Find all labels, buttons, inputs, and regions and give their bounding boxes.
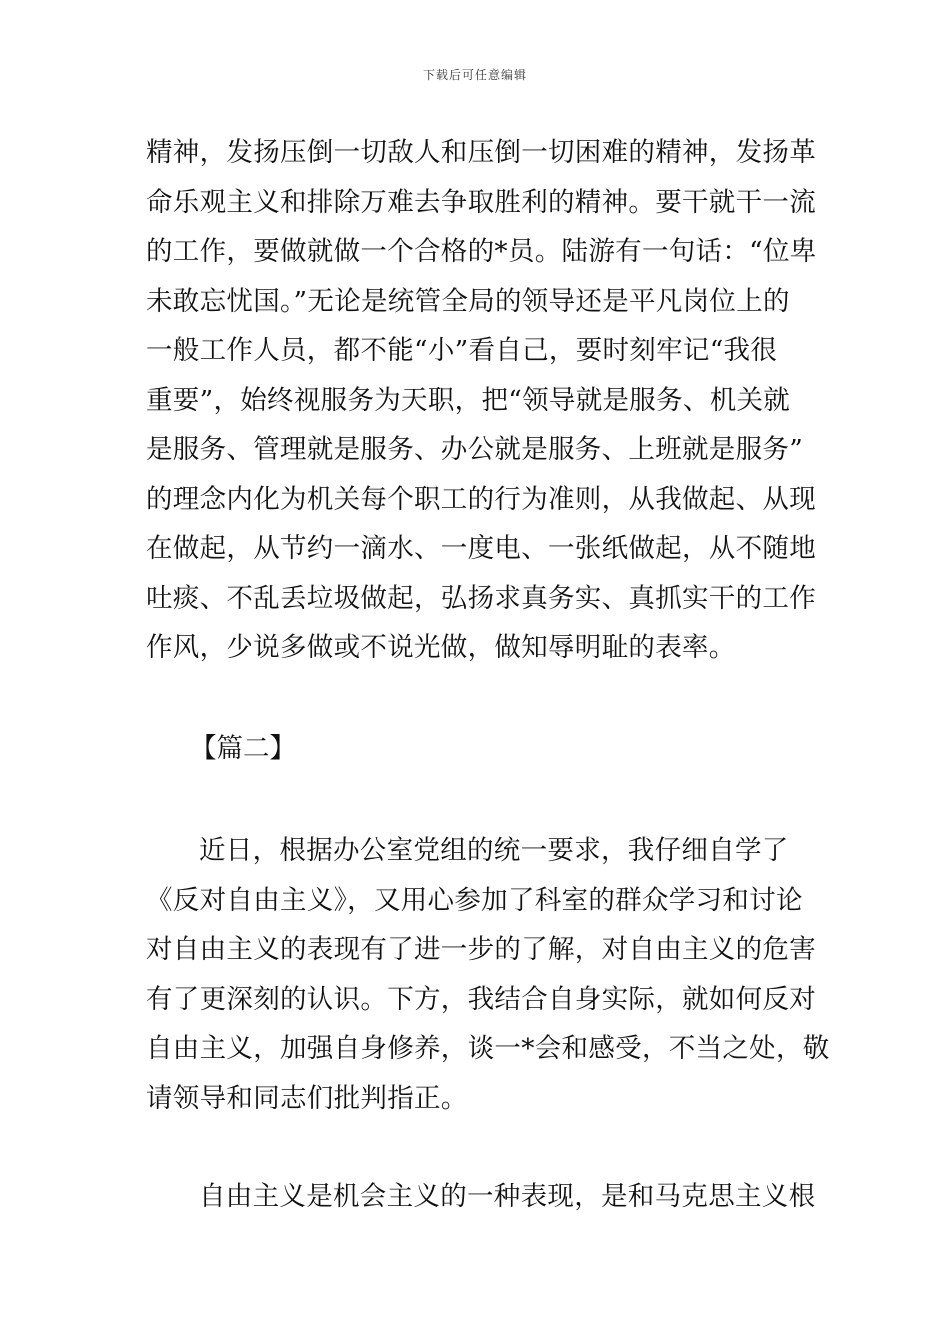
text-line: 重要”，始终视服务为天职，把“领导就是服务、机关就: [146, 384, 791, 416]
text-line: 有了更深刻的认识。下方，我结合自身实际，就如何反对: [146, 983, 816, 1015]
text-line: 未敢忘忧国。”无论是统管全局的领导还是平凡岗位上的: [146, 285, 790, 317]
page-header: 下载后可任意编辑: [422, 68, 527, 82]
text-line: 自由主义，加强自身修养，谈一*会和感受，不当之处，敬: [146, 1033, 830, 1064]
text-line: 一般工作人员，都不能“小”看自己，要时刻牢记“我很: [146, 335, 778, 366]
text-line: 近日，根据办公室党组的统一要求，我仔细自学了: [199, 835, 789, 866]
text-line: 对自由主义的表现有了进一步的了解，对自由主义的危害: [146, 934, 816, 965]
text-line: 自由主义是机会主义的一种表现，是和马克思主义根: [199, 1181, 816, 1212]
text-line: 命乐观主义和排除万难去争取胜利的精神。要干就干一流: [146, 186, 816, 218]
paragraph-2: [146, 826, 830, 1123]
section-title: 【篇二】: [190, 733, 296, 764]
text-line: 是服务、管理就是服务、办公就是服务、上班就是服务”: [146, 434, 804, 465]
paragraph-3: [146, 1172, 816, 1222]
text-line: 吐痰、不乱丢垃圾做起，弘扬求真务实、真抓实干的工作: [146, 582, 816, 614]
text-line: 的工作，要做就做一个合格的*员。陆游有一句话：“位卑: [146, 236, 817, 267]
text-line: 的理念内化为机关每个职工的行为准则，从我做起、从现: [146, 483, 816, 515]
paragraph-1: [146, 128, 817, 673]
text-line: 在做起，从节约一滴水、一度电、一张纸做起，从不随地: [146, 533, 816, 564]
text-line: 作风，少说多做或不说光做，做知辱明耻的表率。: [146, 632, 736, 663]
text-line: 《反对自由主义》，又用心参加了科室的群众学习和讨论: [146, 884, 803, 916]
text-line: 精神，发扬压倒一切敌人和压倒一切困难的精神，发扬革: [146, 137, 816, 168]
text-line: 请领导和同志们批判指正。: [146, 1082, 468, 1114]
